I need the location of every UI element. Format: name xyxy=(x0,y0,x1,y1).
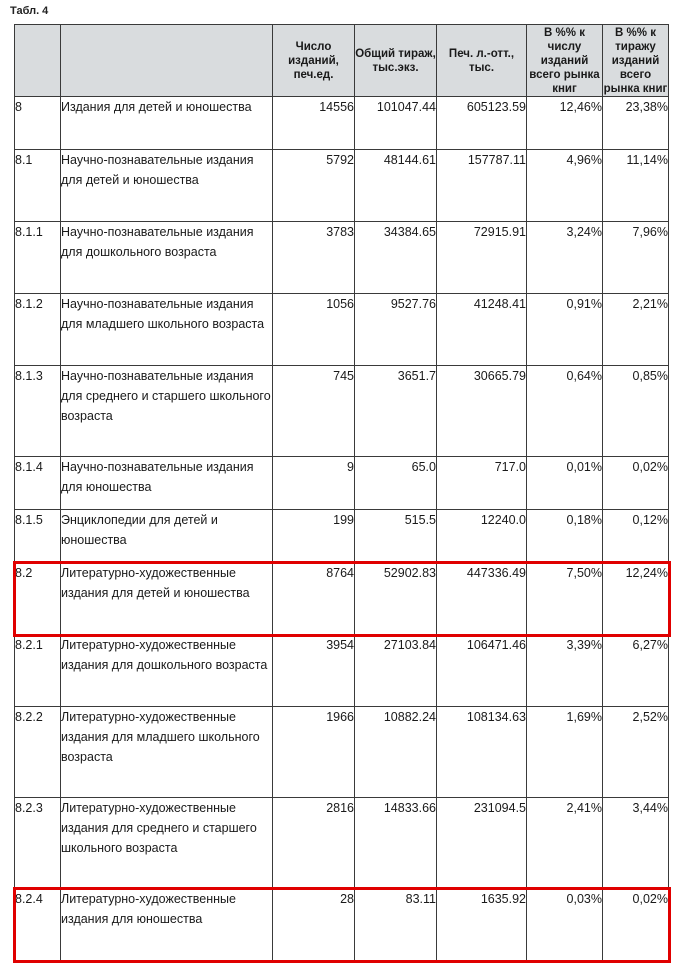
cell-circulation: 52902.83 xyxy=(355,563,437,635)
cell-share-circulation: 12,24% xyxy=(603,563,669,635)
cell-name: Научно-познавательные издания для дошкольного возраста xyxy=(61,222,273,294)
cell-code: 8 xyxy=(15,97,61,150)
cell-share-circulation: 7,96% xyxy=(603,222,669,294)
cell-count: 8764 xyxy=(273,563,355,635)
cell-sheets: 72915.91 xyxy=(437,222,527,294)
table-row xyxy=(15,150,669,222)
cell-share-count: 0,64% xyxy=(527,366,603,457)
cell-share-circulation: 2,21% xyxy=(603,294,669,366)
cell-name: Литературно-художественные издания для младшего школьного возраста xyxy=(61,707,273,798)
table-row xyxy=(15,222,669,294)
cell-count: 14556 xyxy=(273,97,355,150)
table-row xyxy=(15,97,669,150)
publications-table xyxy=(14,24,669,961)
cell-code: 8.1.5 xyxy=(15,510,61,563)
cell-count: 28 xyxy=(273,889,355,961)
cell-circulation: 65.0 xyxy=(355,457,437,510)
cell-code: 8.1.4 xyxy=(15,457,61,510)
cell-share-count: 3,39% xyxy=(527,635,603,707)
cell-share-circulation: 0,02% xyxy=(603,889,669,961)
cell-name: Научно-познавательные издания для детей и юношества xyxy=(61,150,273,222)
cell-circulation: 515.5 xyxy=(355,510,437,563)
highlight-frame xyxy=(13,887,671,963)
cell-sheets: 231094.5 xyxy=(437,798,527,889)
cell-code: 8.1.1 xyxy=(15,222,61,294)
cell-circulation: 34384.65 xyxy=(355,222,437,294)
table-header-row xyxy=(15,25,669,97)
cell-code: 8.1 xyxy=(15,150,61,222)
cell-code: 8.2.2 xyxy=(15,707,61,798)
table-row xyxy=(15,798,669,889)
cell-sheets: 108134.63 xyxy=(437,707,527,798)
table-row xyxy=(15,366,669,457)
header-share-count: В %% к числу изданий всего рынка книг xyxy=(527,25,603,97)
cell-share-circulation: 0,12% xyxy=(603,510,669,563)
cell-share-circulation: 3,44% xyxy=(603,798,669,889)
cell-circulation: 3651.7 xyxy=(355,366,437,457)
cell-sheets: 12240.0 xyxy=(437,510,527,563)
highlight-frame xyxy=(13,561,671,637)
cell-sheets: 717.0 xyxy=(437,457,527,510)
cell-share-count: 0,01% xyxy=(527,457,603,510)
table-row xyxy=(15,510,669,563)
cell-sheets: 157787.11 xyxy=(437,150,527,222)
cell-circulation: 14833.66 xyxy=(355,798,437,889)
cell-sheets: 30665.79 xyxy=(437,366,527,457)
header-code xyxy=(15,25,61,97)
cell-code: 8.2 xyxy=(15,563,61,635)
cell-name: Литературно-художественные издания для детей и юношества xyxy=(61,563,273,635)
cell-code: 8.2.4 xyxy=(15,889,61,961)
cell-share-count: 0,91% xyxy=(527,294,603,366)
cell-name: Литературно-художественные издания для юношества xyxy=(61,889,273,961)
cell-count: 9 xyxy=(273,457,355,510)
cell-share-count: 12,46% xyxy=(527,97,603,150)
cell-sheets: 1635.92 xyxy=(437,889,527,961)
header-count: Число изданий, печ.ед. xyxy=(273,25,355,97)
cell-name: Научно-познавательные издания для юношества xyxy=(61,457,273,510)
cell-name: Литературно-художественные издания для среднего и старшего школьного возраста xyxy=(61,798,273,889)
cell-sheets: 605123.59 xyxy=(437,97,527,150)
table-row xyxy=(15,707,669,798)
table-row xyxy=(15,635,669,707)
header-circulation: Общий тираж, тыс.экз. xyxy=(355,25,437,97)
cell-share-count: 7,50% xyxy=(527,563,603,635)
cell-name: Издания для детей и юношества xyxy=(61,97,273,150)
cell-name: Научно-познавательные издания для среднего и старшего школьного возраста xyxy=(61,366,273,457)
header-name xyxy=(61,25,273,97)
cell-code: 8.1.2 xyxy=(15,294,61,366)
cell-share-count: 0,03% xyxy=(527,889,603,961)
cell-circulation: 10882.24 xyxy=(355,707,437,798)
cell-count: 2816 xyxy=(273,798,355,889)
cell-name: Научно-познавательные издания для младшего школьного возраста xyxy=(61,294,273,366)
cell-share-circulation: 11,14% xyxy=(603,150,669,222)
cell-code: 8.2.3 xyxy=(15,798,61,889)
cell-name: Энциклопедии для детей и юношества xyxy=(61,510,273,563)
cell-circulation: 101047.44 xyxy=(355,97,437,150)
cell-share-count: 4,96% xyxy=(527,150,603,222)
cell-sheets: 106471.46 xyxy=(437,635,527,707)
table-row xyxy=(15,457,669,510)
cell-code: 8.2.1 xyxy=(15,635,61,707)
cell-count: 199 xyxy=(273,510,355,563)
cell-share-circulation: 0,85% xyxy=(603,366,669,457)
cell-circulation: 27103.84 xyxy=(355,635,437,707)
cell-count: 3783 xyxy=(273,222,355,294)
cell-share-circulation: 2,52% xyxy=(603,707,669,798)
cell-share-circulation: 6,27% xyxy=(603,635,669,707)
cell-sheets: 41248.41 xyxy=(437,294,527,366)
cell-share-count: 2,41% xyxy=(527,798,603,889)
table-row xyxy=(15,294,669,366)
cell-count: 5792 xyxy=(273,150,355,222)
cell-share-circulation: 23,38% xyxy=(603,97,669,150)
cell-sheets: 447336.49 xyxy=(437,563,527,635)
cell-circulation: 83.11 xyxy=(355,889,437,961)
cell-count: 745 xyxy=(273,366,355,457)
cell-share-count: 1,69% xyxy=(527,707,603,798)
cell-circulation: 48144.61 xyxy=(355,150,437,222)
header-share-circulation: В %% к тиражу изданий всего рынка книг xyxy=(603,26,668,95)
cell-name: Литературно-художественные издания для дошкольного возраста xyxy=(61,635,273,707)
cell-code: 8.1.3 xyxy=(15,366,61,457)
cell-count: 1966 xyxy=(273,707,355,798)
cell-circulation: 9527.76 xyxy=(355,294,437,366)
cell-count: 1056 xyxy=(273,294,355,366)
header-sheets: Печ. л.-отт., тыс. xyxy=(437,25,527,97)
cell-share-count: 0,18% xyxy=(527,510,603,563)
cell-count: 3954 xyxy=(273,635,355,707)
cell-share-circulation: 0,02% xyxy=(603,457,669,510)
cell-share-count: 3,24% xyxy=(527,222,603,294)
table-caption: Табл. 4 xyxy=(10,5,49,17)
